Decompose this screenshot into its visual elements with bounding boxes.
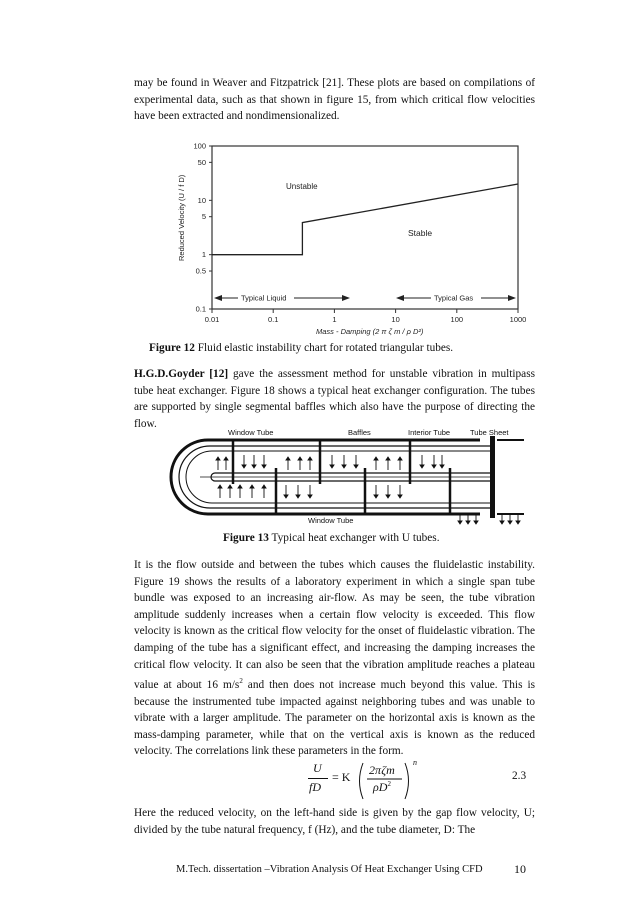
stable-label: Stable (408, 228, 433, 238)
paragraph-reduced-velocity: Here the reduced velocity, on the left-hand side is given by the gap flow velocity, U; divided by the tube natural frequency, f (Hz), and the tube diameter, D: The (134, 807, 535, 836)
page-number: 10 (514, 862, 526, 876)
x-tick-label: 100 (450, 315, 464, 324)
figure13-caption: Figure 13 Typical heat exchanger with U tubes. (223, 532, 440, 544)
eq-lhs-num: U (313, 761, 322, 775)
x-tick-label: 0.01 (204, 315, 220, 324)
critical-velocity-line (212, 184, 518, 255)
x-tick-label: 1000 (509, 315, 527, 324)
x-tick-label: 1 (332, 315, 337, 324)
equation-number: 2.3 (512, 770, 527, 782)
goyder-reference: H.G.D.Goyder [12] (134, 368, 229, 380)
x-axis-label: Mass - Damping (2 π ζ m / ρ D²) (316, 327, 424, 336)
eq-equals-k: = K (332, 770, 351, 784)
unstable-label: Unstable (286, 182, 318, 191)
footer-text: M.Tech. dissertation –Vibration Analysis Of Heat Exchanger Using CFD (176, 864, 483, 875)
y-tick-label: 10 (197, 195, 206, 205)
paragraph-goyder: H.G.D.Goyder [12] gave the assessment method for unstable vibration in multipass tube heat exchanger. Figure 18 shows a typical heat exchanger configuration. The tubes are supported by single segmental baffles which also have the purpose of directing the flow. (134, 368, 535, 430)
y-tick-label: 50 (197, 157, 206, 167)
baffles-label: Baffles (348, 428, 371, 437)
paragraph-intro: may be found in Weaver and Fitzpatrick [21]. These plots are based on compilations of experimental data, such as that shown in figure 15, from which critical flow velocities have been extracted and nondimensionalized. (134, 77, 535, 123)
eq-rhs-num: 2πζm (369, 763, 395, 777)
typical-liquid-label: Typical Liquid (241, 293, 287, 303)
y-axis-label: Reduced Velocity (U / f D) (177, 174, 186, 261)
window-tube-top-label: Window Tube (228, 428, 274, 437)
eq-rhs-den: $\rho D^2$ (373, 780, 391, 794)
tube-sheet-label: Tube Sheet (470, 428, 509, 437)
paragraph-fluidelastic: It is the flow outside and between the tubes which causes the fluidelastic instability. Figure 19 shows the results of a laboratory experiment in which a single span tube bundle was exposed to an increasing air-flow. As may be seen, the tube vibration amplitude suddenly increases when a certain flow velocity is exceeded. This flow velocity is known as the critical flow velocity for the onset of fluidelastic vibration. The damping of the tube has a significant effect, and increasing the damping increases the critical flow velocity. It can also be seen that the vibration amplitude reaches a plateau value at about 16 $m/s^2$ and then does not increase much beyond this value. This is because the instrumented tube impacted against neighboring tubes and was unable to vibrate with a larger amplitude. The parameter on the horizontal axis is known as the mass-damping parameter, while that on the vertical axis is known as the reduced velocity. The correlations link these parameters in the form. (134, 559, 535, 758)
eq-lhs-den: fD (309, 780, 321, 794)
y-tick-label: 0.5 (195, 266, 206, 276)
window-tube-bottom-label: Window Tube (308, 516, 354, 525)
y-tick-label: 0.1 (195, 304, 206, 314)
x-tick-label: 0.1 (267, 315, 279, 324)
y-tick-label: 100 (193, 141, 206, 151)
typical-gas-label: Typical Gas (434, 293, 474, 303)
y-tick-label: 5 (201, 212, 206, 222)
interior-tube-label: Interior Tube (408, 428, 451, 437)
y-tick-label: 1 (201, 250, 206, 260)
figure12-caption: Figure 12 Fluid elastic instability chart for rotated triangular tubes. (149, 342, 454, 354)
plot-frame (212, 146, 518, 309)
tube-sheet (490, 436, 495, 518)
eq-exponent: n (413, 758, 417, 767)
equation-2-3 (300, 760, 420, 802)
heat-exchanger-diagram (160, 424, 524, 526)
fluid-elastic-chart (168, 136, 538, 338)
x-tick-label: 10 (391, 315, 400, 324)
